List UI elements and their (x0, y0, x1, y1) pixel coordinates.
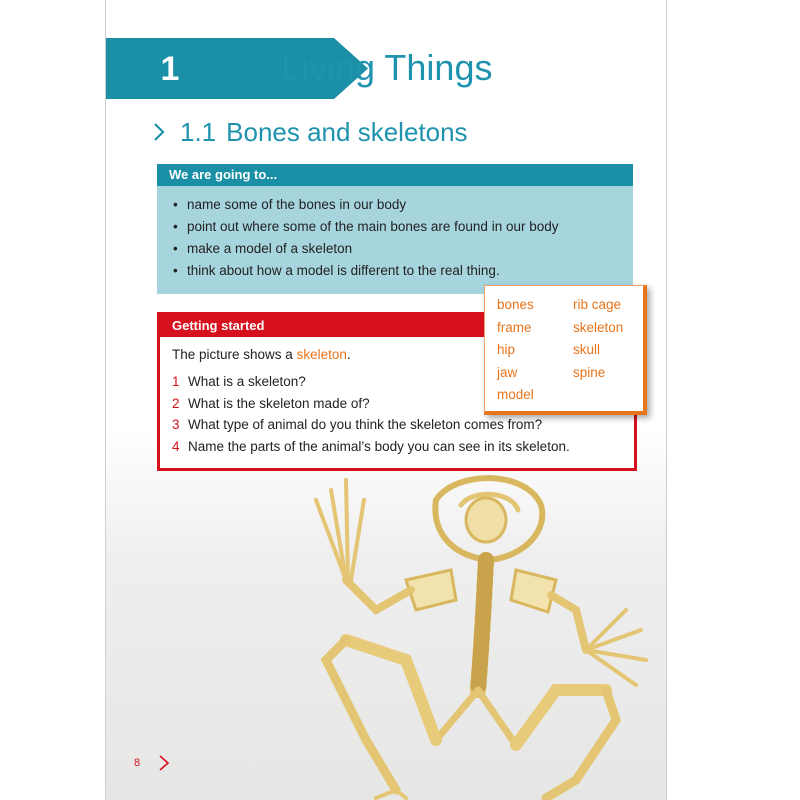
page-number: 8 (134, 757, 141, 769)
question-item (172, 414, 634, 436)
keywords-right-column (573, 294, 623, 384)
list-item (173, 194, 633, 216)
goals-list (157, 186, 633, 282)
chapter-title: Living Things (281, 47, 493, 88)
question-number: 1 (172, 374, 180, 389)
list-item (173, 238, 633, 260)
question-text: What is a skeleton? (188, 374, 306, 389)
question-number: 3 (172, 417, 180, 432)
chevron-right-icon (152, 116, 174, 152)
section-title: Bones and skeletons (226, 117, 468, 147)
frog-skeleton-image (286, 460, 666, 800)
bullet-icon: • (173, 241, 178, 256)
goals-box (157, 164, 633, 294)
getting-started-header: Getting started (160, 315, 634, 337)
list-item (173, 216, 633, 238)
section-heading (152, 114, 468, 152)
keyword: frame (497, 319, 532, 335)
question-text: What is the skeleton made of? (188, 395, 370, 411)
question-item (172, 436, 634, 458)
keyword: skeleton (573, 319, 624, 335)
bullet-icon: • (173, 219, 178, 234)
section-number: 1.1 (180, 117, 217, 147)
keyword: rib cage (573, 297, 622, 312)
keyword: jaw (497, 364, 518, 380)
keyword: bones (497, 297, 534, 312)
keyword: skull (573, 342, 601, 357)
chevron-right-icon (158, 754, 170, 772)
intro-text: The picture shows a (172, 347, 297, 362)
chapter-number: 1 (160, 50, 180, 88)
goal-text: point out where some of the main bones are found in our body (187, 219, 559, 234)
list-item (173, 260, 633, 282)
textbook-page (105, 0, 667, 800)
goal-text: think about how a model is different to the real thing. (187, 263, 500, 278)
question-number: 4 (172, 438, 180, 454)
goal-text: name some of the bones in our body (187, 197, 407, 212)
keywords-card (484, 285, 647, 415)
goal-text: make a model of a skeleton (187, 241, 353, 256)
keyword: spine (573, 364, 606, 380)
goals-header: We are going to... (157, 164, 633, 186)
bullet-icon: • (173, 197, 178, 212)
keywords-left-column (497, 294, 534, 407)
bullet-icon: • (173, 263, 178, 278)
question-number: 2 (172, 395, 180, 411)
question-text: What type of animal do you think the skeleton comes from? (188, 417, 543, 432)
intro-keyword: skeleton (296, 347, 347, 362)
question-text: Name the parts of the animal’s body you can see in its skeleton. (188, 438, 570, 454)
intro-punctuation: . (346, 347, 351, 362)
keyword: hip (497, 342, 516, 357)
keyword: model (497, 387, 534, 402)
